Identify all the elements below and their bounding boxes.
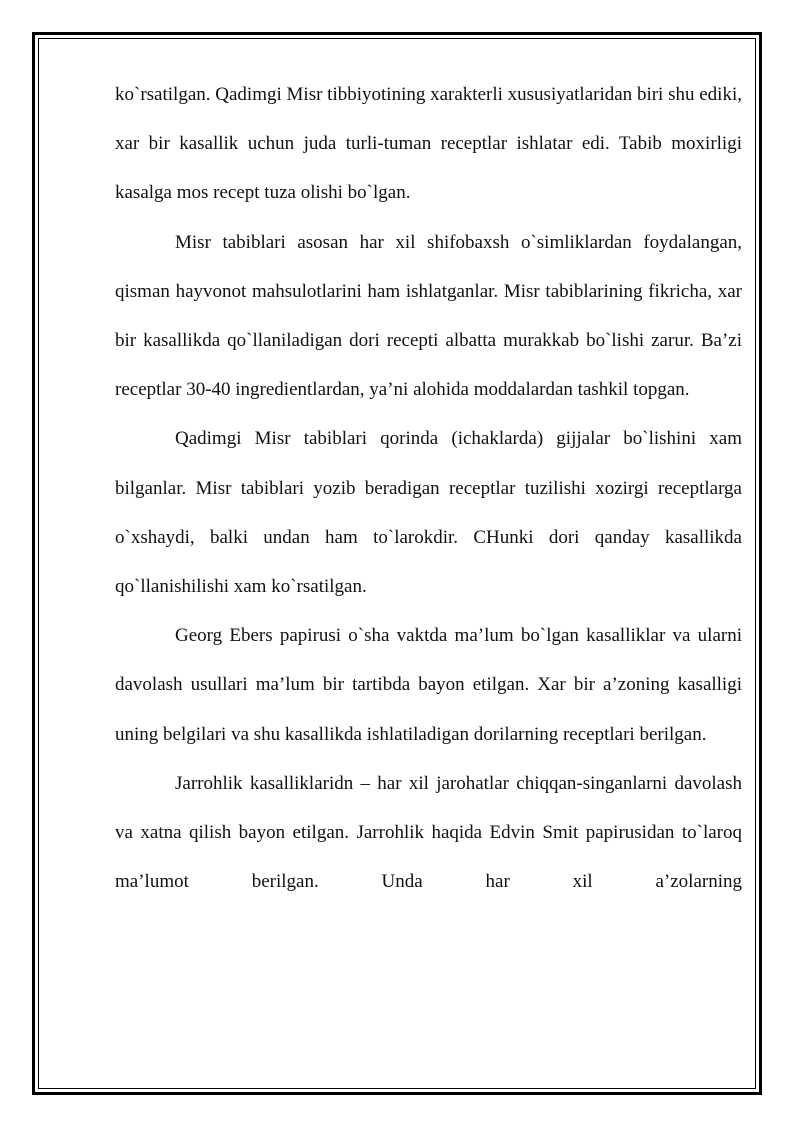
document-body (115, 70, 742, 906)
paragraph-3: Qadimgi Misr tabiblari qorinda (ichaklarda) gijjalar bo`lishini xam bilganlar. Misr tabiblari yozib beradigan receptlar tuzilishi xozirgi receptlarga o`xshaydi, balki undan ham to`larokdir. CHunki dori qanday kasallikda qo`llanishilishi xam ko`rsatilgan. (115, 428, 742, 598)
paragraph-2: Misr tabiblari asosan har xil shifobaxsh o`simliklardan foydalangan, qisman hayvonot mahsulotlarini ham ishlatganlar. Misr tabiblarining fikricha, xar bir kasallikda qo`llaniladigan dori recepti albatta murakkab bo`lishi zarur. Ba’zi receptlar 30-40 ingredientlardan, ya’ni alohida moddalardan tashkil topgan. (115, 231, 742, 401)
paragraph-5: Jarrohlik kasalliklaridn – har xil jarohatlar chiqqan-singanlarni davolash va xatna qilish bayon etilgan. Jarrohlik haqida Edvin Smit papirusidan to`laroq ma’lumot berilgan. Unda har xil a’zolarning (115, 772, 742, 893)
paragraph-1: ko`rsatilgan. Qadimgi Misr tibbiyotining xarakterli xususiyatlaridan biri shu ediki, xar bir kasallik uchun juda turli-tuman receptlar ishlatar edi. Tabib moxirligi kasalga mos recept tuza olishi bo`lgan. (115, 84, 742, 204)
paragraph-4: Georg Ebers papirusi o`sha vaktda ma’lum bo`lgan kasalliklar va ularni davolash usullari ma’lum bir tartibda bayon etilgan. Xar bir a’zoning kasalligi uning belgilari va shu kasallikda ishlatiladigan dorilarning receptlari berilgan. (115, 625, 742, 745)
